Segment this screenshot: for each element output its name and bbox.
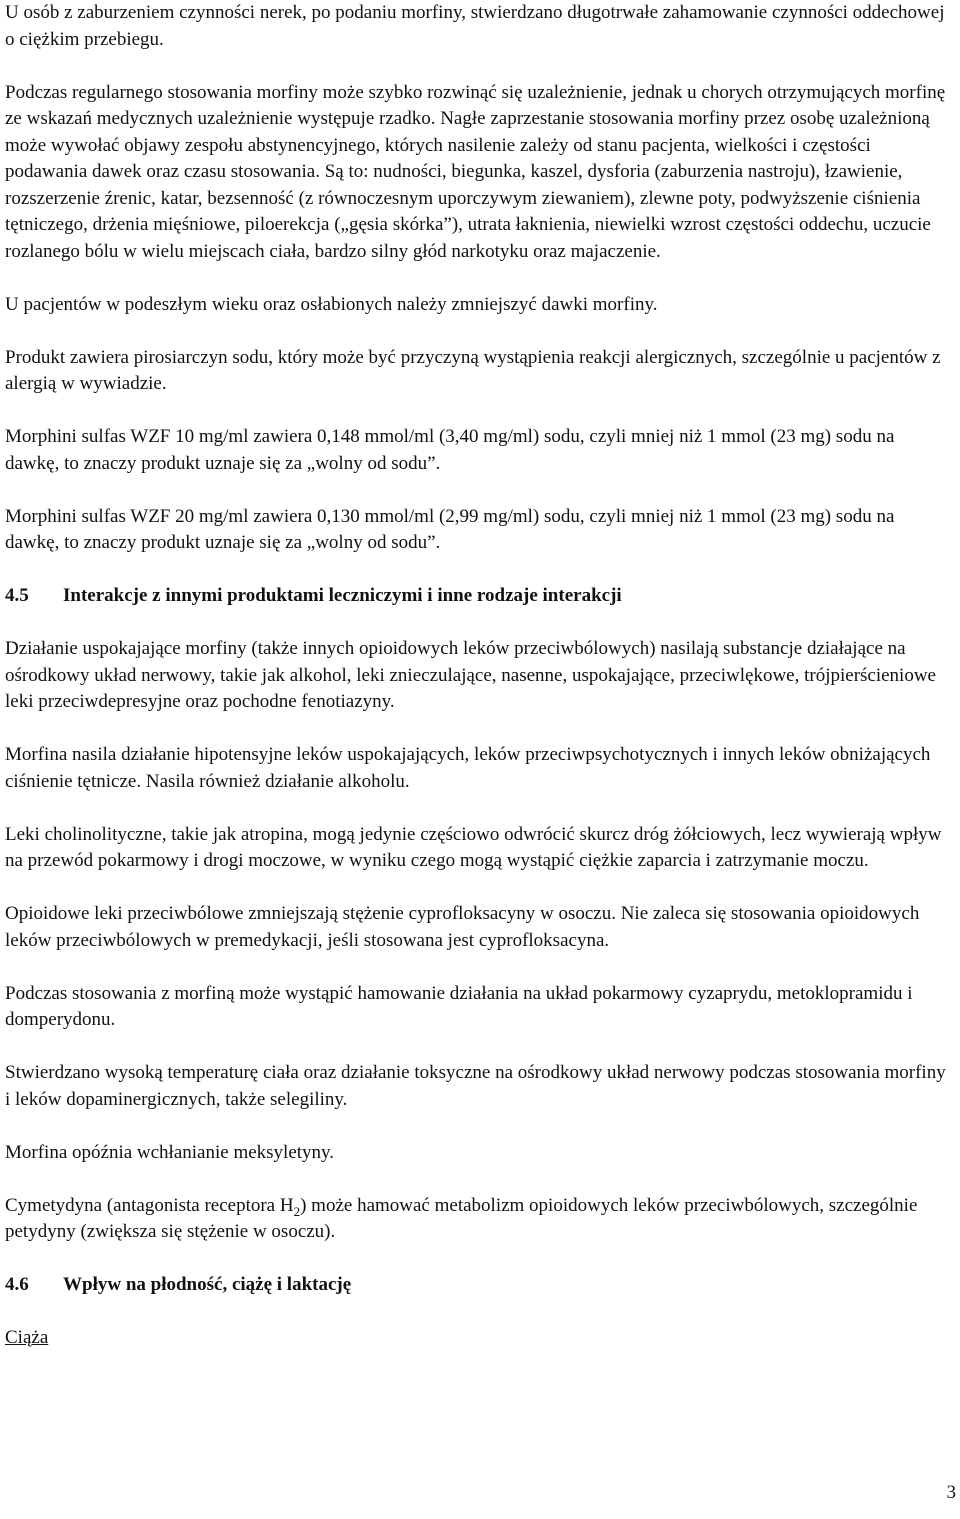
paragraph-sedation: Działanie uspokajające morfiny (także innych opioidowych leków przeciwbólowych) nasilają substancje działające na ośrodkowy układ nerwowy, takie jak alkohol, leki znieczulające, nasenne, uspokajające, przeciwlękowe, trójpierścieniowe leki przeciwdepresyjne oraz pochodne fenotiazyny. (5, 638, 936, 712)
paragraph-sodium-20mg: Morphini sulfas WZF 20 mg/ml zawiera 0,130 mmol/ml (2,99 mg/ml) sodu, czyli mniej niż 1 mmol (23 mg) sodu na dawkę, to znaczy produkt uznaje się za „wolny od sodu”. (5, 505, 895, 553)
subheading-pregnancy: Ciąża (5, 1327, 49, 1348)
subscript-2: 2 (293, 1203, 301, 1219)
paragraph-renal-respiratory: U osób z zaburzeniem czynności nerek, po podaniu morfiny, stwierdzano długotrwałe zahamowanie czynności oddechowej o ciężkim przebiegu. (5, 2, 945, 50)
paragraph-anticholinergic: Leki cholinolityczne, takie jak atropina, mogą jedynie częściowo odwrócić skurcz dróg żółciowych, lecz wywierają wpływ na przewód pokarmowy i drogi moczowe, w wyniku czego mogą wystąpić ciężkie zaparcia i zatrzymanie moczu. (5, 823, 942, 871)
paragraph-pyrosulfite: Produkt zawiera pirosiarczyn sodu, który może być przyczyną wystąpienia reakcji alergicznych, szczególnie u pacjentów z alergią w wywiadzie. (5, 346, 941, 394)
paragraph-ciprofloxacin: Opioidowe leki przeciwbólowe zmniejszają stężenie cyprofloksacyny w osoczu. Nie zaleca się stosowania opioidowych leków przeciwbólowych w premedykacji, jeśli stosowana jest cyprofloksacyna. (5, 903, 920, 951)
section-number: 4.6 (5, 1274, 29, 1295)
paragraph-sodium-10mg: Morphini sulfas WZF 10 mg/ml zawiera 0,148 mmol/ml (3,40 mg/ml) sodu, czyli mniej niż 1 mmol (23 mg) sodu na dawkę, to znaczy produkt uznaje się za „wolny od sodu”. (5, 426, 895, 474)
cimetidine-text-start: Cymetydyna (antagonista receptora H (5, 1194, 294, 1216)
paragraph-prokinetics: Podczas stosowania z morfiną może wystąpić hamowanie działania na układ pokarmowy cyzaprydu, metoklopramidu i domperydonu. (5, 982, 913, 1030)
paragraph-mexiletine: Morfina opóźnia wchłanianie meksyletyny. (5, 1141, 335, 1163)
page-number: 3 (946, 1482, 956, 1503)
section-number: 4.5 (5, 585, 29, 606)
section-heading-4-5 (5, 583, 947, 610)
paragraph-dopaminergic: Stwierdzano wysoką temperaturę ciała oraz działanie toksyczne na ośrodkowy układ nerwowy podczas stosowania morfiny i leków dopaminergicznych, także selegiliny. (5, 1062, 946, 1110)
paragraph-dependence: Podczas regularnego stosowania morfiny może szybko rozwinąć się uzależnienie, jednak u chorych otrzymujących morfinę ze wskazań medycznych uzależnienie występuje rzadko. Nagłe zaprzestanie stosowania morfiny przez osobę uzależnioną może wywołać objawy zespołu abstynencyjnego, których nasilenie zależy od stanu pacjenta, wielkości i częstości podawania dawek oraz czasu stosowania. Są to: nudności, biegunka, kaszel, dysforia (zaburzenia nastroju), łzawienie, rozszerzenie źrenic, katar, bezsenność (z równoczesnym uporczywym ziewaniem), zlewne poty, podwyższenie ciśnienia tętniczego, drżenia mięśniowe, piloerekcja („gęsia skórka”), utrata łaknienia, niewielki wzrost częstości oddechu, uczucie rozlanego bólu w wielu miejscach ciała, bardzo silny głód narkotyku oraz majaczenie. (5, 81, 946, 262)
cimetidine-text-end: ) może hamować metabolizm opioidowych leków przeciwbólowych, szczególnie petydyny (zwiększa się stężenie w osoczu). (5, 1194, 918, 1242)
paragraph-cimetidine (5, 1193, 947, 1246)
section-heading-4-6 (5, 1272, 947, 1299)
paragraph-hypotensive: Morfina nasila działanie hipotensyjne leków uspokajających, leków przeciwpsychotycznych i innych leków obniżających ciśnienie tętnicze. Nasila również działanie alkoholu. (5, 744, 931, 792)
document-page (5, 0, 947, 1352)
paragraph-elderly: U pacjentów w podeszłym wieku oraz osłabionych należy zmniejszyć dawki morfiny. (5, 293, 658, 315)
section-title: Wpływ na płodność, ciążę i laktację (63, 1274, 352, 1295)
section-title: Interakcje z innymi produktami leczniczymi i inne rodzaje interakcji (63, 585, 622, 606)
